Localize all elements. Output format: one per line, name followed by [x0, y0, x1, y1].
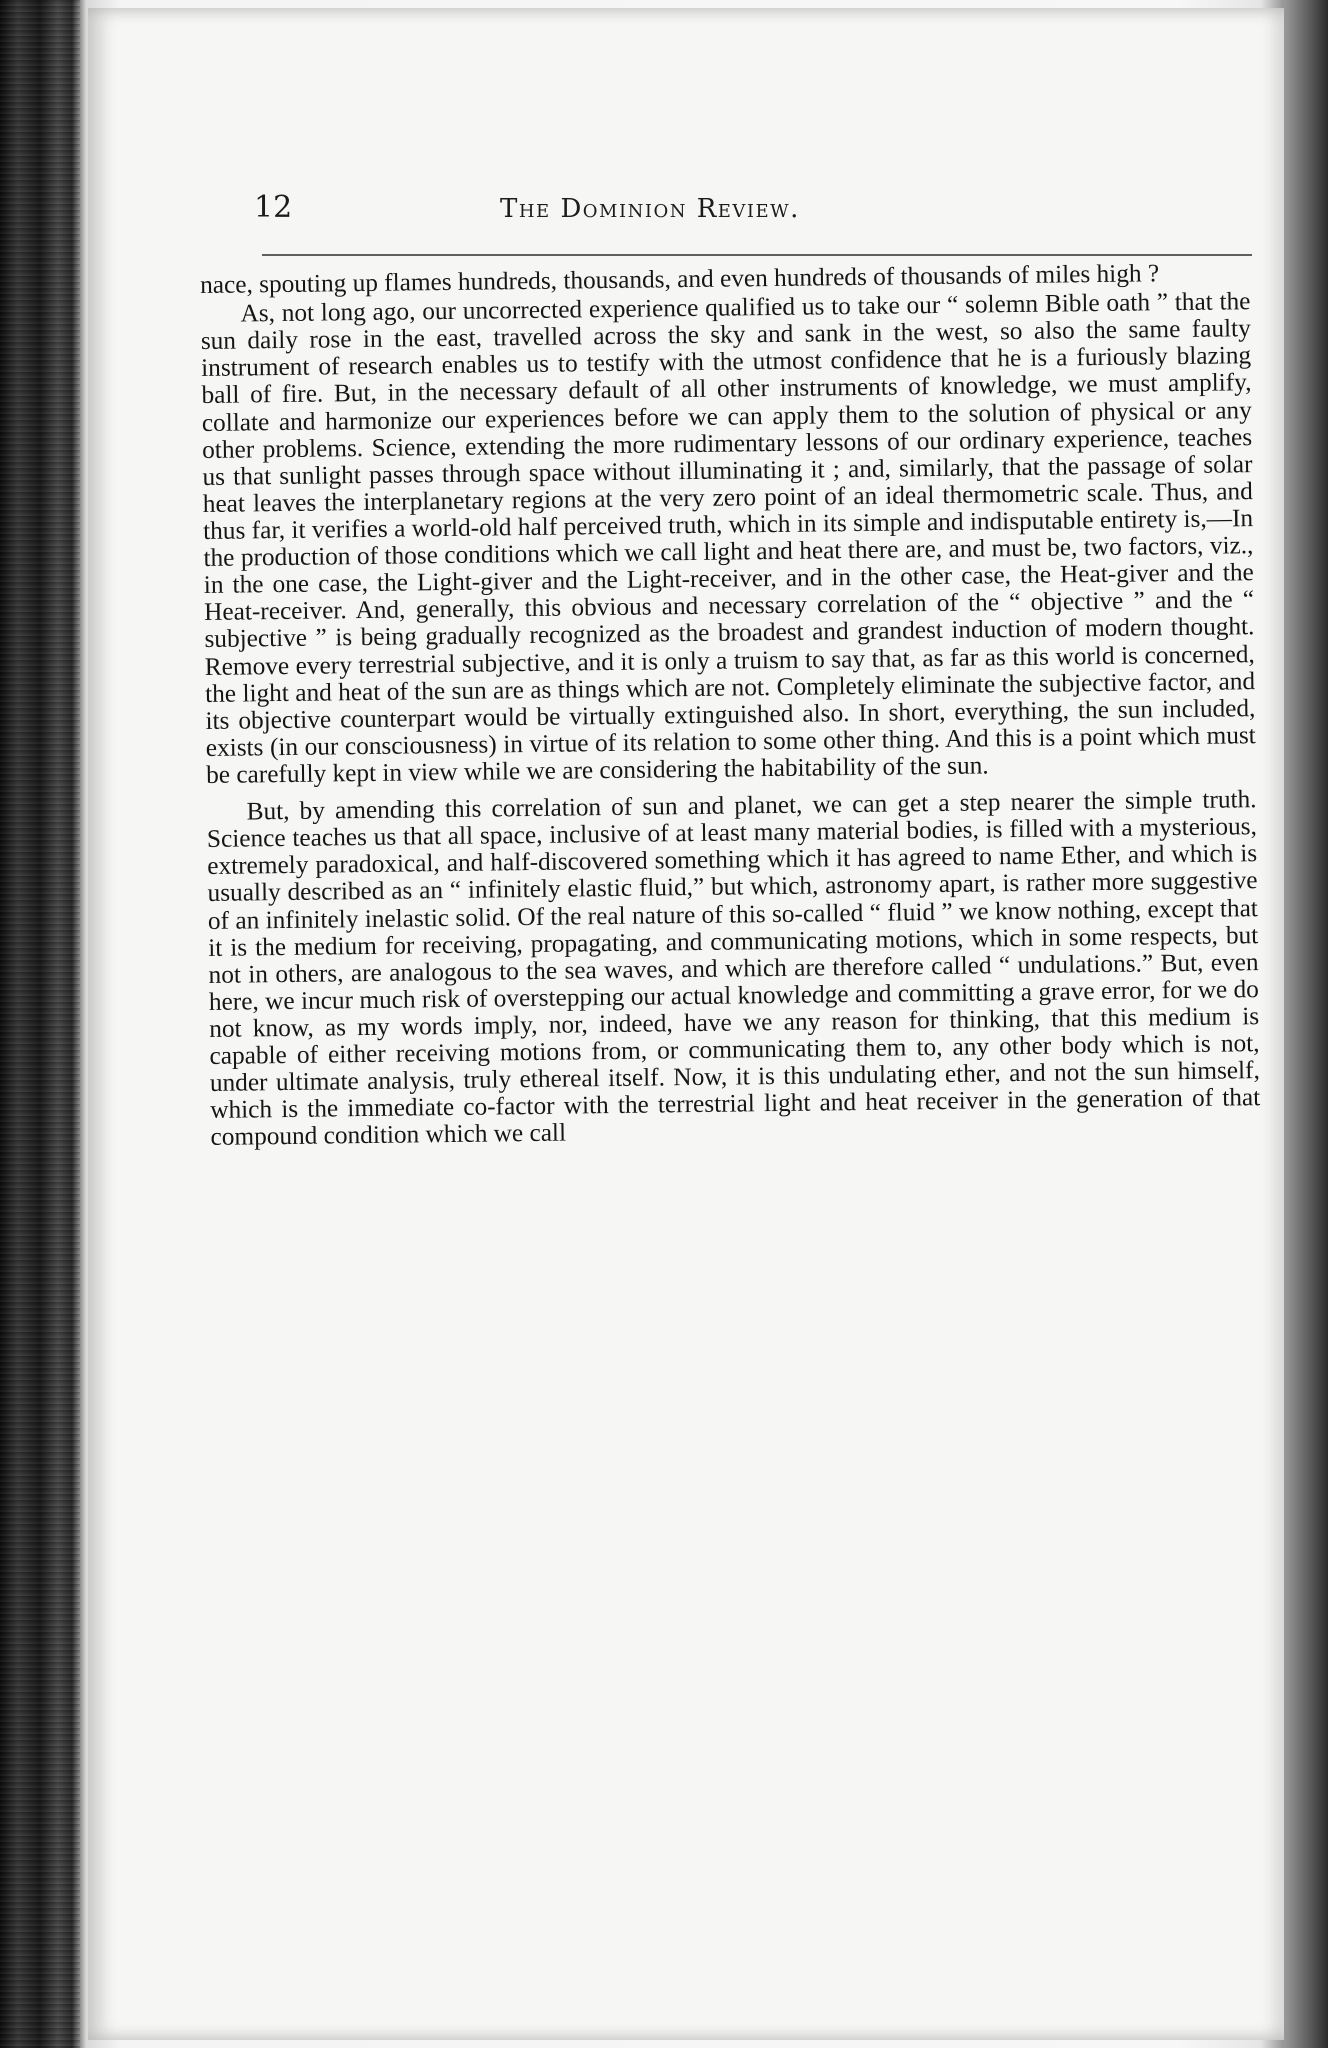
paragraph-sun-experience: As, not long ago, our uncorrected experience qualified us to take our “ solemn Bible oath ” that the sun daily rose in the east, travelled across the sky and sank in the west, so also the same faulty instrument of research enables us to testify with the utmost confidence that he is a furiously blazing ball of fire. But, in the necessary default of all other instruments of knowledge, we must amplify, collate and harmonize our experiences before we can apply them to the solution of physical or any other problems. Science, extending the more rudimentary lessons of our ordinary experience, teaches us that sunlight passes through space without illuminating it ; and, similarly, that the passage of solar heat leaves the interplanetary regions at the very zero point of an ideal thermometric scale. Thus, and thus far, it verifies a world-old half perceived truth, which in its simple and indisputable entirety is,—In the production of those conditions which we call light and heat there are, and must be, two factors, viz., in the one case, the Light-giver and the Light-receiver, and in the other case, the Heat-giver and the Heat-receiver. And, generally, this obvious and necessary correlation of the “ objective ” and the “ subjective ” is being gradually recognized as the broadest and grandest induction of modern thought. Remove every terrestrial subjective, and it is only a truism to say that, as far as this world is concerned, the light and heat of the sun are as things which are not. Completely eliminate the subjective factor, and its objective counterpart would be virtually extinguished also. In short, everything, the sun included, exists (in our consciousness) in virtue of its relation to some other thing. And this is a point which must be carefully kept in view while we are considering the habitability of the sun.: [200, 287, 1256, 789]
page-right-edge-shadow: [1284, 0, 1328, 2048]
header-rule: [262, 254, 1252, 256]
article-body: [200, 259, 1261, 1151]
page-number: 12: [254, 190, 293, 225]
paragraph-continuation: nace, spouting up flames hundreds, thousands, and even hundreds of thousands of miles high ?: [199, 259, 1160, 299]
paragraph-ether: But, by amending this correlation of sun and planet, we can get a step nearer the simple truth. Science teaches us that all space, inclusive of at least many material bodies, is filled with a mysterious, extremely paradoxical, and half-discovered something which it has agreed to name Ether, and which is usually described as an “ infinitely elastic fluid,” but which, astronomy apart, is rather more suggestive of an infinitely inelastic solid. Of the real nature of this so-called “ fluid ” we know nothing, except that it is the medium for receiving, propagating, and communicating motions, which in some respects, but not in others, are analogous to the sea waves, and which are therefore called “ undulations.” But, even here, we incur much risk of overstepping our actual knowledge and committing a grave error, for we do not know, as my words imply, nor, indeed, have we any reason for thinking, that this medium is capable of either receiving motions from, or communicating them to, any other body which is not, under ultimate analysis, truly ethereal itself. Now, it is this undulating ether, and not the sun himself, which is the immediate co-factor with the terrestrial light and heat receiver in the generation of that compound condition which we call: [206, 785, 1261, 1152]
running-title: The Dominion Review.: [500, 194, 800, 224]
book-binding-edge: [0, 0, 80, 2048]
page-header: [170, 186, 1250, 246]
